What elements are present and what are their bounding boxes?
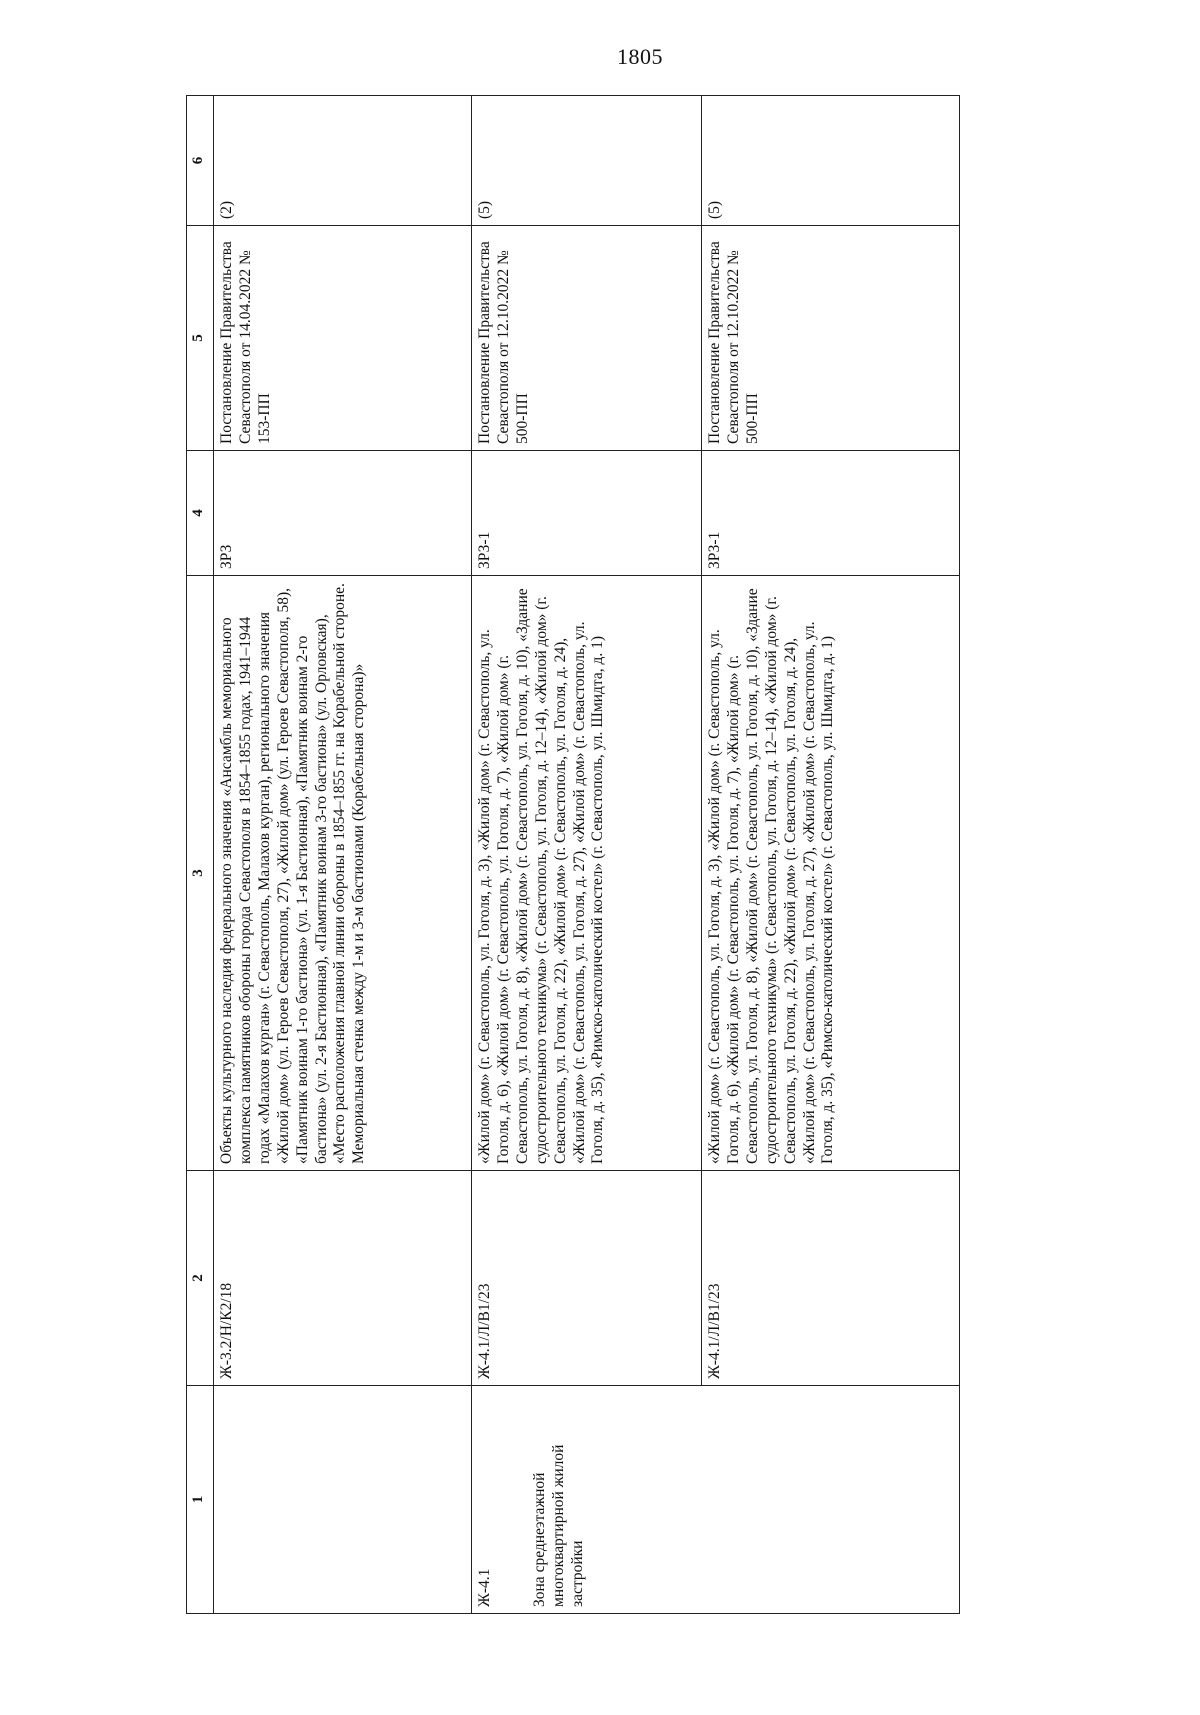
note-cell: (5) (702, 96, 960, 226)
protection-zone-cell: ЗРЗ-1 (702, 451, 960, 576)
subzone-code-cell: Ж-4.1/Л/В1/23 (702, 1171, 960, 1386)
protection-zone-cell: ЗРЗ-1 (472, 451, 702, 576)
note-cell: (2) (214, 96, 472, 226)
zone-cell (214, 1386, 472, 1614)
resolution-cell: Постановление Правительства Севастополя от 12.10.2022 № 500-ПП (702, 226, 960, 451)
heritage-objects-cell: Объекты культурного наследия федерального значения «Ансамбль мемориального комплекса памятников обороны города Севастополя в 1854–1855 годах, 1941–1944 годах «Малахов курган» (г. Севастополь, Малахов курган), регионального значения «Жилой дом» (ул. Героев Севастополя, 27), «Жилой дом» (ул. Героев Севастополя, 58), «Памятник воинам 1-го бастиона» (ул. 1-я Бастионная), «Памятник воинам 2-го бастиона» (ул. 2-я Бастионная), «Памятник воинам 3-го бастиона» (ул. Орловская), «Место расположения главной линии обороны в 1854–1855 гг. на Корабельной стороне. Мемориальная стенка между 1-м и 3-м бастионами (Корабельная сторона)» (214, 576, 472, 1171)
subzone-code-cell: Ж-4.1/Л/В1/23 (472, 1171, 702, 1386)
zone-code: Ж-4.1 (476, 1568, 493, 1607)
subzone-code-cell: Ж-3.2/Н/К2/18 (214, 1171, 472, 1386)
header-col-1: 1 (187, 1386, 214, 1614)
zone-name: Зона среднеэтажной многоквартирной жилой застройки (530, 1444, 586, 1607)
protection-zone-cell: ЗРЗ (214, 451, 472, 576)
table-row (472, 96, 702, 1614)
heritage-objects-cell: «Жилой дом» (г. Севастополь, ул. Гоголя, д. 3), «Жилой дом» (г. Севастополь, ул. Гоголя, д. 6), «Жилой дом» (г. Севастополь, ул. Гоголя, д. 7), «Жилой дом» (г. Севастополь, ул. Гоголя, д. 8), «Жилой дом» (г. Севастополь, ул. Гоголя, д. 10), «Здание судостроительного техникума» (г. Севастополь, ул. Гоголя, д. 12–14), «Жилой дом» (г. Севастополь, ул. Гоголя, д. 22), «Жилой дом» (г. Севастополь, ул. Гоголя, д. 24), «Жилой дом» (г. Севастополь, ул. Гоголя, д. 27), «Жилой дом» (г. Севастополь, ул. Гоголя, д. 35), «Римско-католический костел» (г. Севастополь, ул. Шмидта, д. 1) (472, 576, 702, 1171)
header-col-6: 6 (187, 96, 214, 226)
page-number: 1805 (617, 44, 663, 69)
rotated-table-container (186, 96, 960, 1614)
heritage-objects-cell: «Жилой дом» (г. Севастополь, ул. Гоголя, д. 3), «Жилой дом» (г. Севастополь, ул. Гоголя, д. 6), «Жилой дом» (г. Севастополь, ул. Гоголя, д. 7), «Жилой дом» (г. Севастополь, ул. Гоголя, д. 8), «Жилой дом» (г. Севастополь, ул. Гоголя, д. 10), «Здание судостроительного техникума» (г. Севастополь, ул. Гоголя, д. 12–14), «Жилой дом» (г. Севастополь, ул. Гоголя, д. 22), «Жилой дом» (г. Севастополь, ул. Гоголя, д. 24), «Жилой дом» (г. Севастополь, ул. Гоголя, д. 27), «Жилой дом» (г. Севастополь, ул. Гоголя, д. 35), «Римско-католический костел» (г. Севастополь, ул. Шмидта, д. 1) (702, 576, 960, 1171)
zones-table (186, 95, 960, 1614)
zone-cell (472, 1386, 960, 1614)
table-header-row (187, 96, 214, 1614)
resolution-cell: Постановление Правительства Севастополя от 12.10.2022 № 500-ПП (472, 226, 702, 451)
note-cell: (5) (472, 96, 702, 226)
header-col-2: 2 (187, 1171, 214, 1386)
table-row (214, 96, 472, 1614)
header-col-4: 4 (187, 451, 214, 576)
header-col-3: 3 (187, 576, 214, 1171)
header-col-5: 5 (187, 226, 214, 451)
resolution-cell: Постановление Правительства Севастополя от 14.04.2022 № 153-ПП (214, 226, 472, 451)
